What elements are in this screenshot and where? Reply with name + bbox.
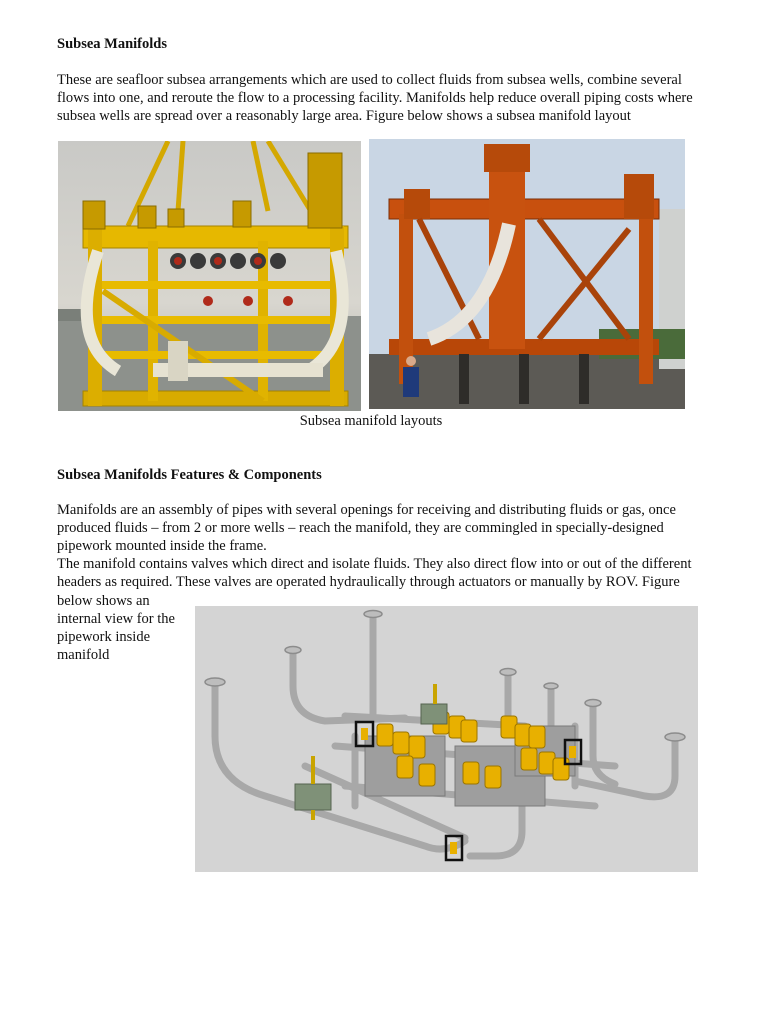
paragraph-line: subsea wells are spread over a reasonably large area. Figure below shows a subsea manifold layout	[57, 108, 631, 124]
section-title-features-components: Subsea Manifolds Features & Components	[57, 467, 322, 483]
intro-paragraph	[57, 71, 727, 125]
paragraph-line: Manifolds are an assembly of pipes with several openings for receiving and distributing fluids or gas, once	[57, 502, 676, 518]
side-text-line: pipework inside	[57, 629, 151, 645]
paragraph-line: flows into one, and reroute the flow to a processing facility. Manifolds help reduce overall piping costs where	[57, 90, 693, 106]
paragraph-line: headers as required. These valves are operated hydraulically through actuators or manually by ROV. Figure	[57, 574, 680, 590]
side-text-line: internal view for the	[57, 611, 175, 627]
section-title-subsea-manifolds: Subsea Manifolds	[57, 36, 167, 52]
side-text-line: below shows an	[57, 593, 150, 609]
yellow-manifold-photo	[58, 141, 361, 411]
paragraph-line: produced fluids – from 2 or more wells – reach the manifold, they are commingled in specially-designed	[57, 520, 664, 536]
figure-caption: Subsea manifold layouts	[299, 413, 443, 429]
paragraph-line: These are seafloor subsea arrangements which are used to collect fluids from subsea wells, combine several	[57, 72, 682, 88]
paragraph-line: The manifold contains valves which direct and isolate fluids. They also direct flow into or out of the different	[57, 556, 692, 572]
paragraph-line: pipework mounted inside the frame.	[57, 538, 267, 554]
pipework-render-image	[195, 606, 698, 872]
side-text-line: manifold	[57, 647, 110, 663]
features-paragraph	[57, 501, 727, 591]
orange-manifold-photo	[369, 139, 685, 409]
figure-side-text	[57, 592, 192, 664]
